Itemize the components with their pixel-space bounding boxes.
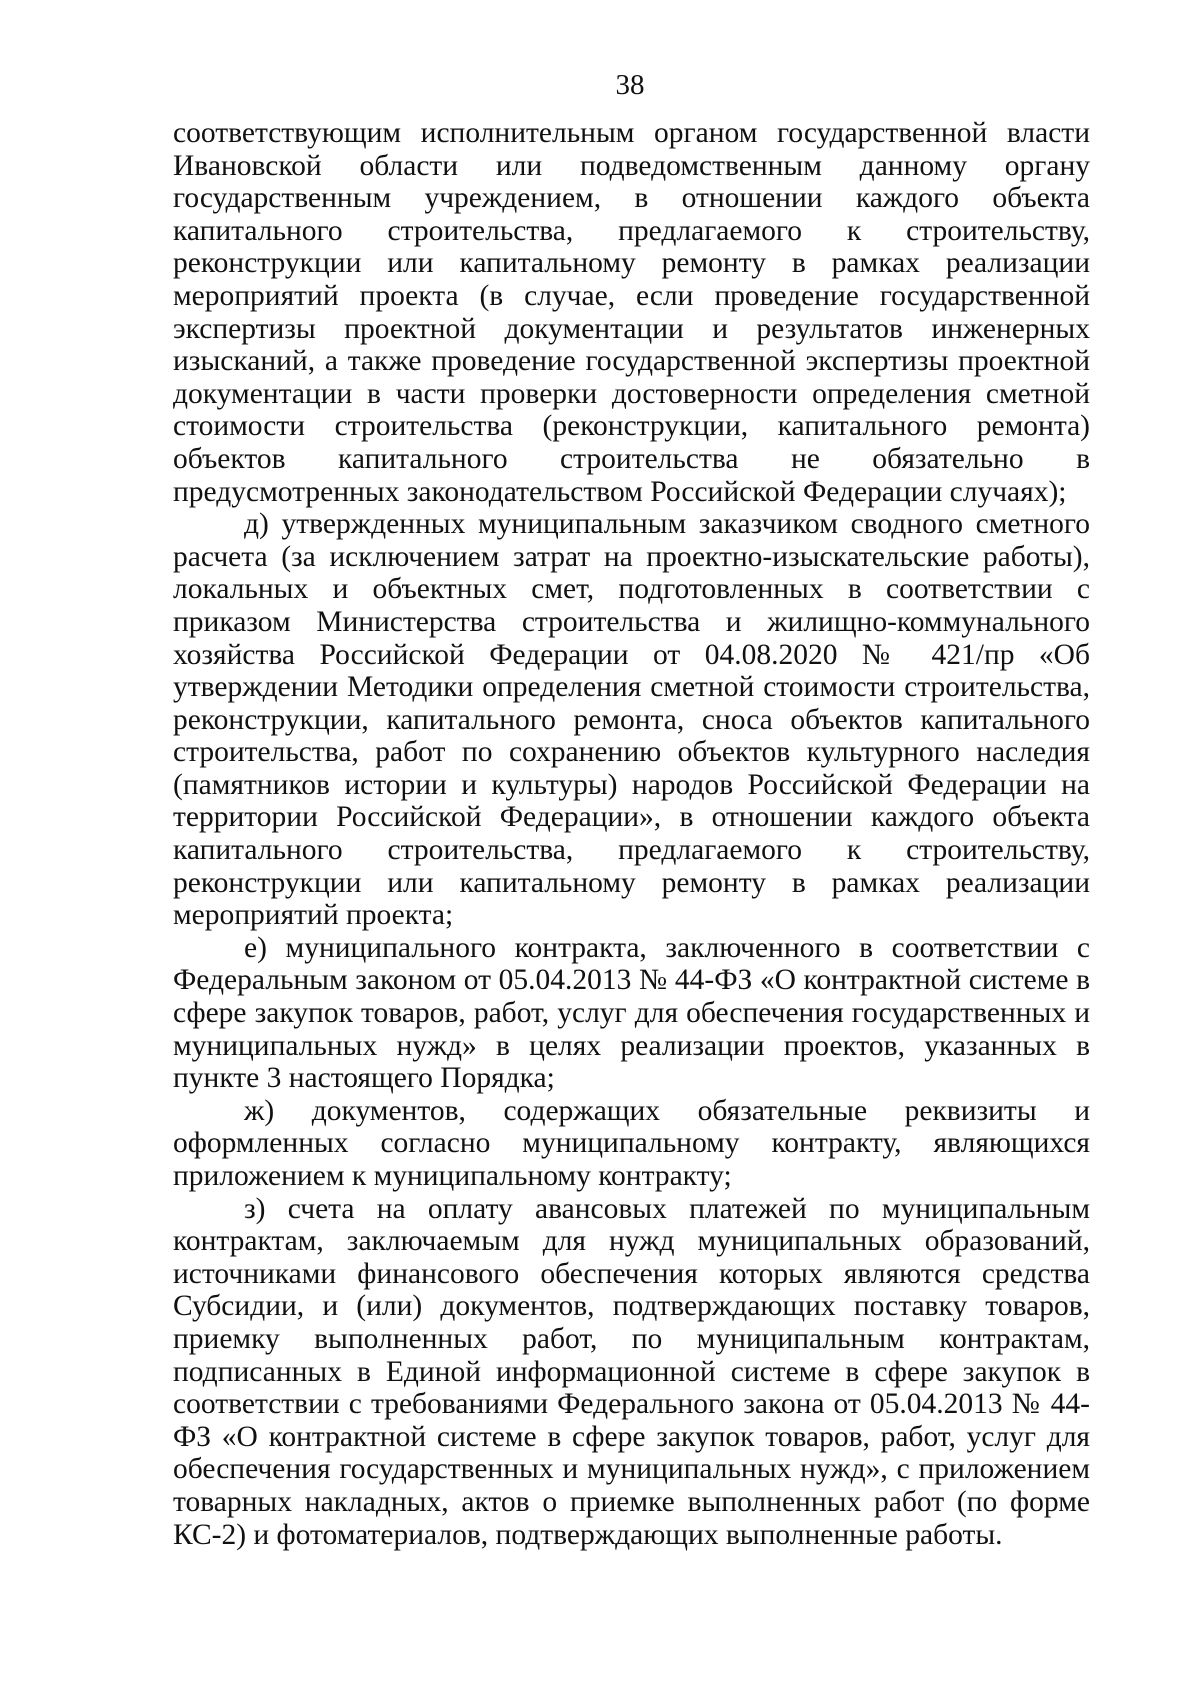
paragraph-item-d: д) утвержденных муниципальным заказчиком сводного сметного расчета (за исключением затрат на проектно-изыскательские работы), локальных и объектных смет, подготовленных в соответствии с приказом Министерства строительства и жилищно-коммунального хозяйства Российской Федерации от 04.08.2020 № 421/пр «Об утверждении Методики определения сметной стоимости строительства, реконструкции, капитального ремонта, сноса объектов капитального строительства, работ по сохранению объектов культурного наследия (памятников истории и культуры) народов Российской Федерации на территории Российской Федерации», в отношении каждого объекта капитального строительства, предлагаемого к строительству, реконструкции или капитальному ремонту в рамках реализации мероприятий проекта; <box>173 508 1090 932</box>
paragraph-continuation: соответствующим исполнительным органом государственной власти Ивановской области или подведомственным данному органу государственным учреждением, в отношении каждого объекта капитального строительства, предлагаемого к строительству, реконструкции или капитальному ремонту в рамках реализации мероприятий проекта (в случае, если проведение государственной экспертизы проектной документации и результатов инженерных изысканий, а также проведение государственной экспертизы проектной документации в части проверки достоверности определения сметной стоимости строительства (реконструкции, капитального ремонта) объектов капитального строительства не обязательно в предусмотренных законодательством Российской Федерации случаях); <box>173 117 1090 508</box>
paragraph-item-e: е) муниципального контракта, заключенного в соответствии с Федеральным законом от 05.04.2013 № 44-ФЗ «О контрактной системе в сфере закупок товаров, работ, услуг для обеспечения государственных и муниципальных нужд» в целях реализации проектов, указанных в пункте 3 настоящего Порядка; <box>173 931 1090 1095</box>
paragraph-item-zh: ж) документов, содержащих обязательные реквизиты и оформленных согласно муниципальному контракту, являющихся приложением к муниципальному контракту; <box>173 1094 1090 1192</box>
paragraph-item-z: з) счета на оплату авансовых платежей по муниципальным контрактам, заключаемым для нужд муниципальных образований, источниками финансового обеспечения которых являются средства Субсидии, и (или) документов, подтверждающих поставку товаров, приемку выполненных работ, по муниципальным контрактам, подписанных в Единой информационной системе в сфере закупок в соответствии с требованиями Федерального закона от 05.04.2013 № 44-ФЗ «О контрактной системе в сфере закупок товаров, работ, услуг для обеспечения государственных и муниципальных нужд», с приложением товарных накладных, актов о приемке выполненных работ (по форме КС-2) и фотоматериалов, подтверждающих выполненные работы. <box>173 1192 1090 1551</box>
page-number: 38 <box>615 69 645 101</box>
document-body <box>173 117 1090 1551</box>
